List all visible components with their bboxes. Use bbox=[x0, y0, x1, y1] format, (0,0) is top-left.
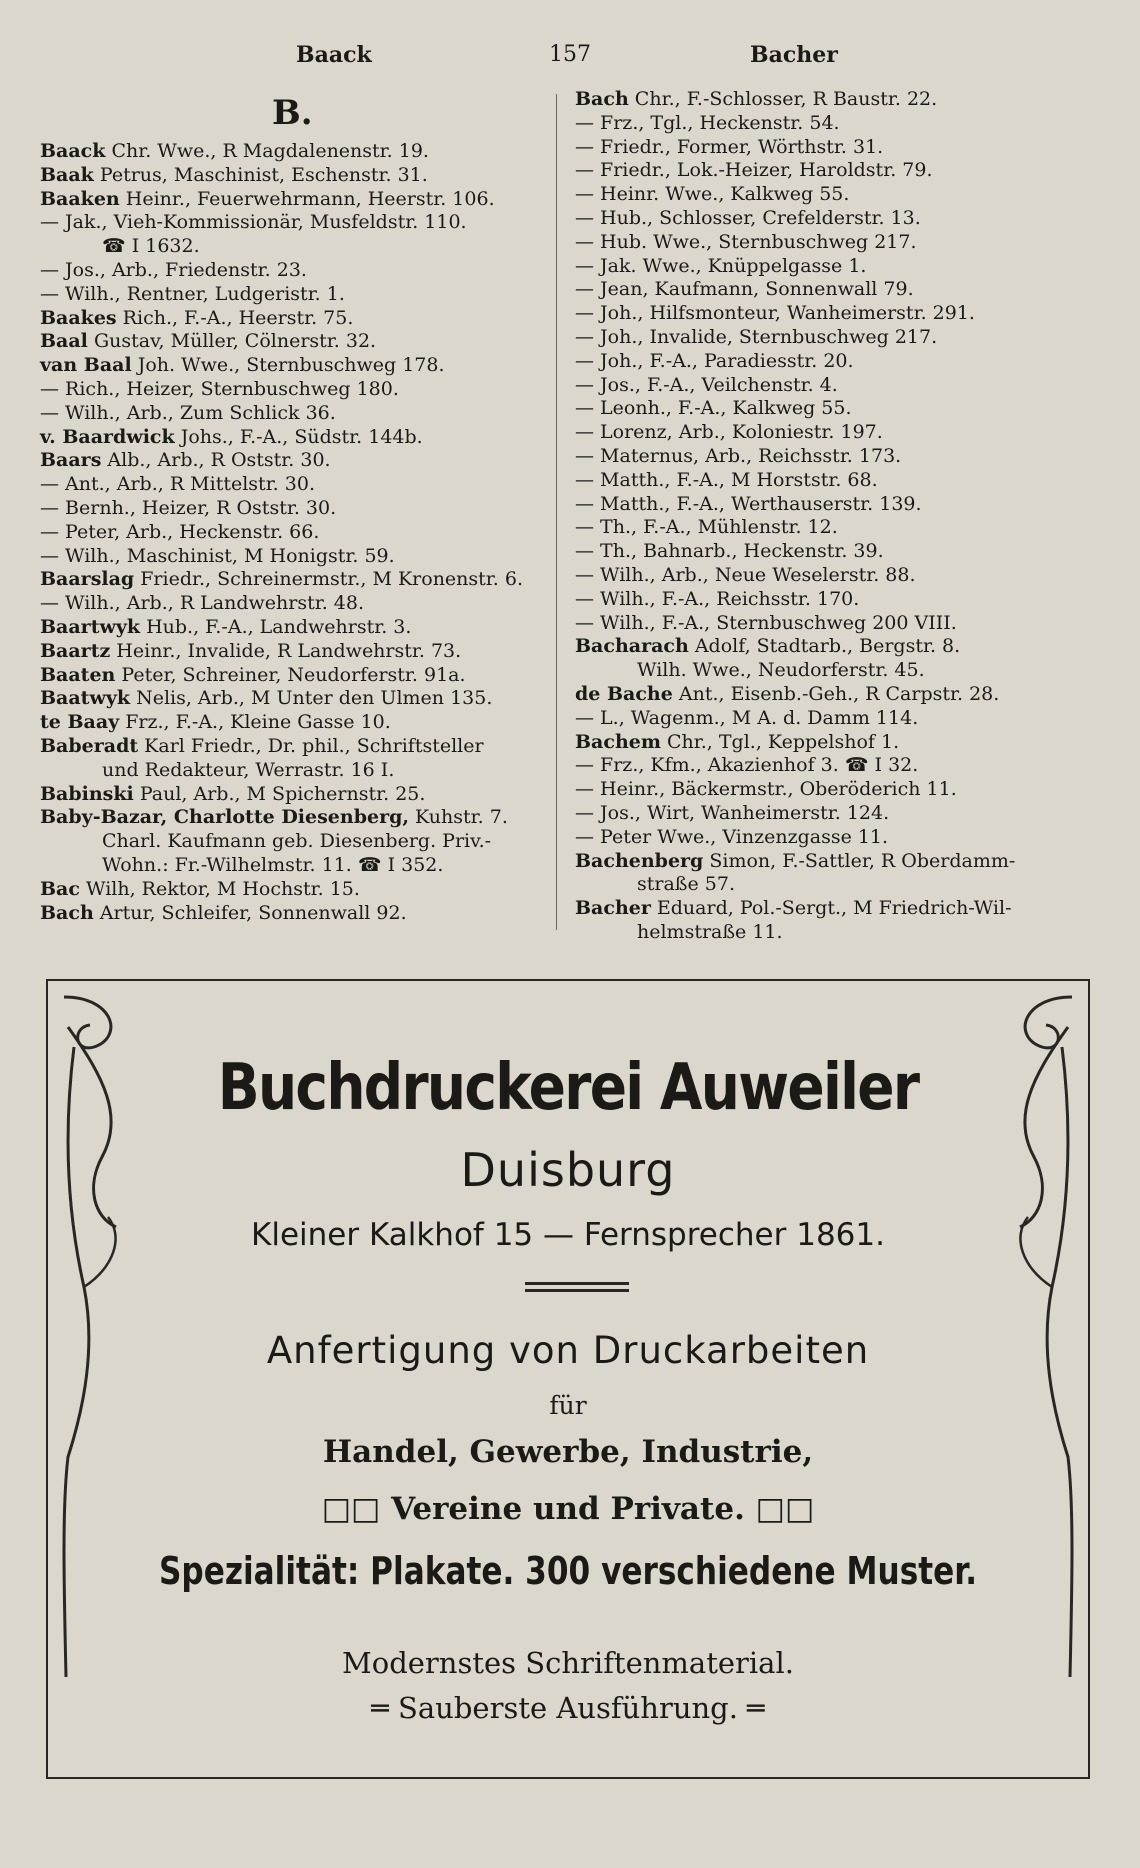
directory-entry bbox=[40, 449, 550, 473]
entry-details: — Peter, Arb., Heckenstr. 66. bbox=[40, 520, 320, 543]
entry-surname: Baaten bbox=[40, 663, 116, 686]
entry-details: Karl Friedr., Dr. phil., Schriftsteller bbox=[138, 734, 484, 757]
entry-details: — Joh., F.-A., Paradiesstr. 20. bbox=[575, 349, 854, 372]
ad-specialty: Spezialität: Plakate. 300 verschiedene Muster. bbox=[158, 1549, 978, 1593]
ad-private: Vereine und Private. bbox=[391, 1491, 745, 1527]
directory-entry bbox=[575, 826, 1115, 850]
directory-entry bbox=[575, 683, 1115, 707]
directory-entry bbox=[40, 735, 550, 759]
directory-entry bbox=[40, 902, 550, 926]
directory-entry bbox=[40, 378, 550, 402]
running-head-right: Bacher bbox=[750, 42, 838, 68]
entry-details: Chr., F.-Schlosser, R Baustr. 22. bbox=[628, 88, 938, 110]
directory-entry bbox=[575, 397, 1115, 421]
entry-details: — Jak., Vieh-Kommissionär, Musfeldstr. 110. bbox=[40, 211, 467, 234]
ad-fuer: für bbox=[549, 1391, 587, 1420]
box-glyph: □□ bbox=[321, 1491, 381, 1527]
directory-entry bbox=[575, 873, 1115, 897]
entry-details: und Redakteur, Werrastr. 16 I. bbox=[102, 758, 395, 781]
entry-details: — L., Wagenm., M A. d. Damm 114. bbox=[575, 706, 919, 729]
entry-details: Kuhstr. 7. bbox=[408, 806, 508, 829]
directory-entry bbox=[40, 664, 550, 688]
directory-entry bbox=[575, 445, 1115, 469]
section-letter: B. bbox=[272, 93, 313, 133]
directory-entry bbox=[575, 421, 1115, 445]
directory-entry bbox=[40, 473, 550, 497]
entry-surname: de Bache bbox=[575, 682, 673, 705]
entry-details: — Wilh., Arb., Zum Schlick 36. bbox=[40, 401, 336, 424]
ad-rule bbox=[525, 1289, 629, 1292]
directory-entry bbox=[575, 802, 1115, 826]
directory-entry bbox=[575, 564, 1115, 588]
ad-city: Duisburg bbox=[460, 1143, 676, 1197]
box-glyph: □□ bbox=[755, 1491, 815, 1527]
entry-details: Adolf, Stadtarb., Bergstr. 8. bbox=[688, 635, 961, 658]
directory-entry bbox=[40, 521, 550, 545]
entry-details: — Jos., F.-A., Veilchenstr. 4. bbox=[575, 373, 838, 396]
entry-details: Peter, Schreiner, Neudorferstr. 91a. bbox=[115, 663, 466, 686]
entry-details: Wilh, Rektor, M Hochstr. 15. bbox=[79, 877, 360, 900]
directory-entry bbox=[40, 140, 550, 164]
entry-details: ☎ I 1632. bbox=[102, 235, 200, 258]
directory-entry bbox=[40, 616, 550, 640]
page-number: 157 bbox=[549, 42, 591, 67]
directory-entry bbox=[575, 88, 1115, 112]
entry-surname: Bacher bbox=[575, 897, 651, 920]
entry-surname: Baaken bbox=[40, 187, 120, 210]
entry-details: Hub., F.-A., Landwehrstr. 3. bbox=[140, 615, 412, 638]
entry-details: Charl. Kaufmann geb. Diesenberg. Priv.- bbox=[102, 830, 492, 853]
directory-entry bbox=[40, 497, 550, 521]
directory-entry bbox=[575, 731, 1115, 755]
entry-surname: Babinski bbox=[40, 782, 134, 805]
entry-details: — Wilh., Arb., R Landwehrstr. 48. bbox=[40, 592, 365, 615]
entry-details: Gustav, Müller, Cölnerstr. 32. bbox=[87, 330, 377, 353]
entry-surname: v. Baardwick bbox=[40, 425, 175, 448]
entry-surname: Baak bbox=[40, 163, 94, 186]
directory-entry bbox=[40, 759, 550, 783]
directory-entry bbox=[40, 687, 550, 711]
entry-details: — Wilh., F.-A., Reichsstr. 170. bbox=[575, 587, 860, 610]
entry-details: — Jean, Kaufmann, Sonnenwall 79. bbox=[575, 278, 914, 301]
entry-details: Chr. Wwe., R Magdalenenstr. 19. bbox=[105, 140, 429, 162]
entry-surname: Bachem bbox=[575, 730, 661, 753]
entry-details: Alb., Arb., R Oststr. 30. bbox=[101, 449, 331, 472]
entry-surname: van Baal bbox=[40, 354, 132, 377]
ad-address: Kleiner Kalkhof 15 — Fernsprecher 1861. bbox=[251, 1217, 885, 1253]
directory-entry bbox=[575, 612, 1115, 636]
ad-firm-name: Buchdruckerei Auweiler bbox=[217, 1051, 919, 1125]
ad-finish: ═ Sauberste Ausführung. ═ bbox=[371, 1691, 765, 1725]
directory-entry bbox=[575, 921, 1115, 945]
column-divider bbox=[556, 94, 557, 930]
directory-entry bbox=[575, 635, 1115, 659]
entry-details: — Th., Bahnarb., Heckenstr. 39. bbox=[575, 540, 884, 563]
entry-details: Simon, F.-Sattler, R Oberdamm- bbox=[703, 849, 1016, 872]
entry-details: Heinr., Feuerwehrmann, Heerstr. 106. bbox=[119, 187, 495, 210]
directory-entry bbox=[40, 592, 550, 616]
directory-entry bbox=[40, 426, 550, 450]
directory-entry bbox=[40, 211, 550, 235]
entry-surname: Baars bbox=[40, 449, 102, 472]
entry-surname: Baack bbox=[40, 140, 106, 162]
right-column bbox=[575, 88, 1115, 945]
entry-details: — Jak. Wwe., Knüppelgasse 1. bbox=[575, 254, 867, 277]
entry-details: — Hub., Schlosser, Crefelderstr. 13. bbox=[575, 206, 921, 229]
directory-entry bbox=[40, 354, 550, 378]
entry-details: Paul, Arb., M Spichernstr. 25. bbox=[133, 782, 426, 805]
entry-details: — Bernh., Heizer, R Oststr. 30. bbox=[40, 496, 337, 519]
entry-surname: Baartz bbox=[40, 639, 111, 662]
running-head-left: Baack bbox=[296, 42, 372, 68]
entry-details: — Frz., Kfm., Akazienhof 3. ☎ I 32. bbox=[575, 754, 919, 777]
entry-details: Friedr., Schreinermstr., M Kronenstr. 6. bbox=[134, 568, 523, 591]
directory-entry bbox=[40, 854, 550, 878]
entry-details: Nelis, Arb., M Unter den Ulmen 135. bbox=[130, 687, 493, 710]
directory-entry bbox=[575, 754, 1115, 778]
directory-entry bbox=[40, 806, 550, 830]
directory-entry bbox=[575, 897, 1115, 921]
entry-details: — Heinr., Bäckermstr., Oberöderich 11. bbox=[575, 778, 957, 801]
entry-details: Rich., F.-A., Heerstr. 75. bbox=[116, 306, 354, 329]
directory-entry bbox=[40, 259, 550, 283]
directory-entry bbox=[575, 374, 1115, 398]
entry-details: — Jos., Wirt, Wanheimerstr. 124. bbox=[575, 801, 890, 824]
directory-entry bbox=[40, 545, 550, 569]
entry-details: — Hub. Wwe., Sternbuschweg 217. bbox=[575, 230, 917, 253]
directory-entry bbox=[575, 231, 1115, 255]
left-column bbox=[40, 88, 550, 925]
directory-entry bbox=[575, 493, 1115, 517]
entry-details: — Joh., Hilfsmonteur, Wanheimerstr. 291. bbox=[575, 302, 975, 325]
directory-entry bbox=[40, 640, 550, 664]
entry-details: Ant., Eisenb.-Geh., R Carpstr. 28. bbox=[672, 682, 1000, 705]
directory-entry bbox=[575, 278, 1115, 302]
directory-entry bbox=[575, 326, 1115, 350]
entry-details: — Maternus, Arb., Reichsstr. 173. bbox=[575, 444, 902, 467]
entry-details: Wilh. Wwe., Neudorferstr. 45. bbox=[637, 659, 925, 682]
entry-details: — Lorenz, Arb., Koloniestr. 197. bbox=[575, 421, 883, 444]
directory-entry bbox=[40, 235, 550, 259]
entry-surname: Bachenberg bbox=[575, 849, 704, 872]
ad-service: Anfertigung von Druckarbeiten bbox=[266, 1329, 870, 1372]
directory-entry bbox=[40, 830, 550, 854]
entry-details: — Joh., Invalide, Sternbuschweg 217. bbox=[575, 325, 938, 348]
entry-details: — Matth., F.-A., M Horststr. 68. bbox=[575, 468, 878, 491]
entry-details: Petrus, Maschinist, Eschenstr. 31. bbox=[93, 163, 428, 186]
entry-details: — Friedr., Lok.-Heizer, Haroldstr. 79. bbox=[575, 159, 933, 182]
entry-details: — Frz., Tgl., Heckenstr. 54. bbox=[575, 111, 840, 134]
directory-entry bbox=[40, 878, 550, 902]
directory-entry bbox=[40, 330, 550, 354]
entry-details: — Wilh., F.-A., Sternbuschweg 200 VIII. bbox=[575, 611, 957, 634]
directory-entry bbox=[575, 707, 1115, 731]
entry-surname: Bac bbox=[40, 877, 80, 900]
entry-details: Wohn.: Fr.-Wilhelmstr. 11. ☎ I 352. bbox=[102, 853, 444, 876]
entry-details: Joh. Wwe., Sternbuschweg 178. bbox=[131, 354, 445, 377]
directory-entry bbox=[40, 711, 550, 735]
entry-surname: Baatwyk bbox=[40, 687, 131, 710]
entry-surname: te Baay bbox=[40, 711, 120, 734]
directory-entry bbox=[40, 188, 550, 212]
directory-entry bbox=[575, 850, 1115, 874]
directory-entry bbox=[575, 469, 1115, 493]
entry-surname: Baby-Bazar, Charlotte Diesenberg, bbox=[40, 806, 409, 829]
ad-material: Modernstes Schriftenmaterial. bbox=[342, 1646, 794, 1680]
entry-surname: Baal bbox=[40, 330, 88, 353]
entry-surname: Baberadt bbox=[40, 734, 139, 757]
directory-entry bbox=[575, 540, 1115, 564]
entry-details: — Wilh., Arb., Neue Weselerstr. 88. bbox=[575, 563, 916, 586]
entry-surname: Bach bbox=[40, 901, 94, 924]
entry-details: helmstraße 11. bbox=[637, 920, 783, 943]
entry-details: — Peter Wwe., Vinzenzgasse 11. bbox=[575, 825, 889, 848]
entry-details: Eduard, Pol.-Sergt., M Friedrich-Wil- bbox=[650, 897, 1012, 920]
entry-details: — Friedr., Former, Wörthstr. 31. bbox=[575, 135, 884, 158]
entry-details: — Wilh., Rentner, Ludgeristr. 1. bbox=[40, 282, 345, 305]
entry-surname: Baartwyk bbox=[40, 615, 141, 638]
entry-details: — Matth., F.-A., Werthauserstr. 139. bbox=[575, 492, 922, 515]
directory-entry bbox=[40, 164, 550, 188]
entry-details: Johs., F.-A., Südstr. 144b. bbox=[174, 425, 423, 448]
entry-details: Chr., Tgl., Keppelshof 1. bbox=[660, 730, 900, 753]
directory-entry bbox=[40, 568, 550, 592]
directory-entry bbox=[575, 350, 1115, 374]
advertisement bbox=[46, 979, 1090, 1779]
entry-details: — Rich., Heizer, Sternbuschweg 180. bbox=[40, 377, 399, 400]
directory-entry bbox=[575, 659, 1115, 683]
entry-details: Artur, Schleifer, Sonnenwall 92. bbox=[93, 901, 407, 924]
directory-entry bbox=[40, 283, 550, 307]
directory-entry bbox=[575, 207, 1115, 231]
directory-entry bbox=[575, 136, 1115, 160]
entry-details: — Leonh., F.-A., Kalkweg 55. bbox=[575, 397, 852, 420]
entry-surname: Baarslag bbox=[40, 568, 135, 591]
ad-branches: Handel, Gewerbe, Industrie, bbox=[322, 1434, 814, 1470]
entry-details: — Wilh., Maschinist, M Honigstr. 59. bbox=[40, 544, 395, 567]
entry-surname: Bach bbox=[575, 88, 629, 110]
directory-entry bbox=[575, 255, 1115, 279]
entry-details: — Th., F.-A., Mühlenstr. 12. bbox=[575, 516, 838, 539]
ad-rule bbox=[525, 1282, 629, 1285]
directory-entry bbox=[575, 183, 1115, 207]
entry-surname: Baakes bbox=[40, 306, 117, 329]
directory-entry bbox=[575, 778, 1115, 802]
entry-details: — Heinr. Wwe., Kalkweg 55. bbox=[575, 183, 850, 206]
directory-entry bbox=[575, 302, 1115, 326]
entry-details: — Ant., Arb., R Mittelstr. 30. bbox=[40, 473, 315, 496]
directory-entry bbox=[575, 112, 1115, 136]
entry-details: Frz., F.-A., Kleine Gasse 10. bbox=[119, 711, 391, 734]
directory-entry bbox=[575, 159, 1115, 183]
running-head bbox=[0, 42, 1140, 76]
entry-details: straße 57. bbox=[637, 873, 735, 896]
directory-entry bbox=[575, 588, 1115, 612]
directory-entry bbox=[40, 307, 550, 331]
directory-entry bbox=[40, 783, 550, 807]
entry-details: Heinr., Invalide, R Landwehrstr. 73. bbox=[110, 639, 462, 662]
entry-details: — Jos., Arb., Friedenstr. 23. bbox=[40, 258, 307, 281]
entry-surname: Bacharach bbox=[575, 635, 689, 658]
ad-private-line bbox=[48, 1491, 1088, 1527]
directory-entry bbox=[575, 516, 1115, 540]
directory-entry bbox=[40, 402, 550, 426]
